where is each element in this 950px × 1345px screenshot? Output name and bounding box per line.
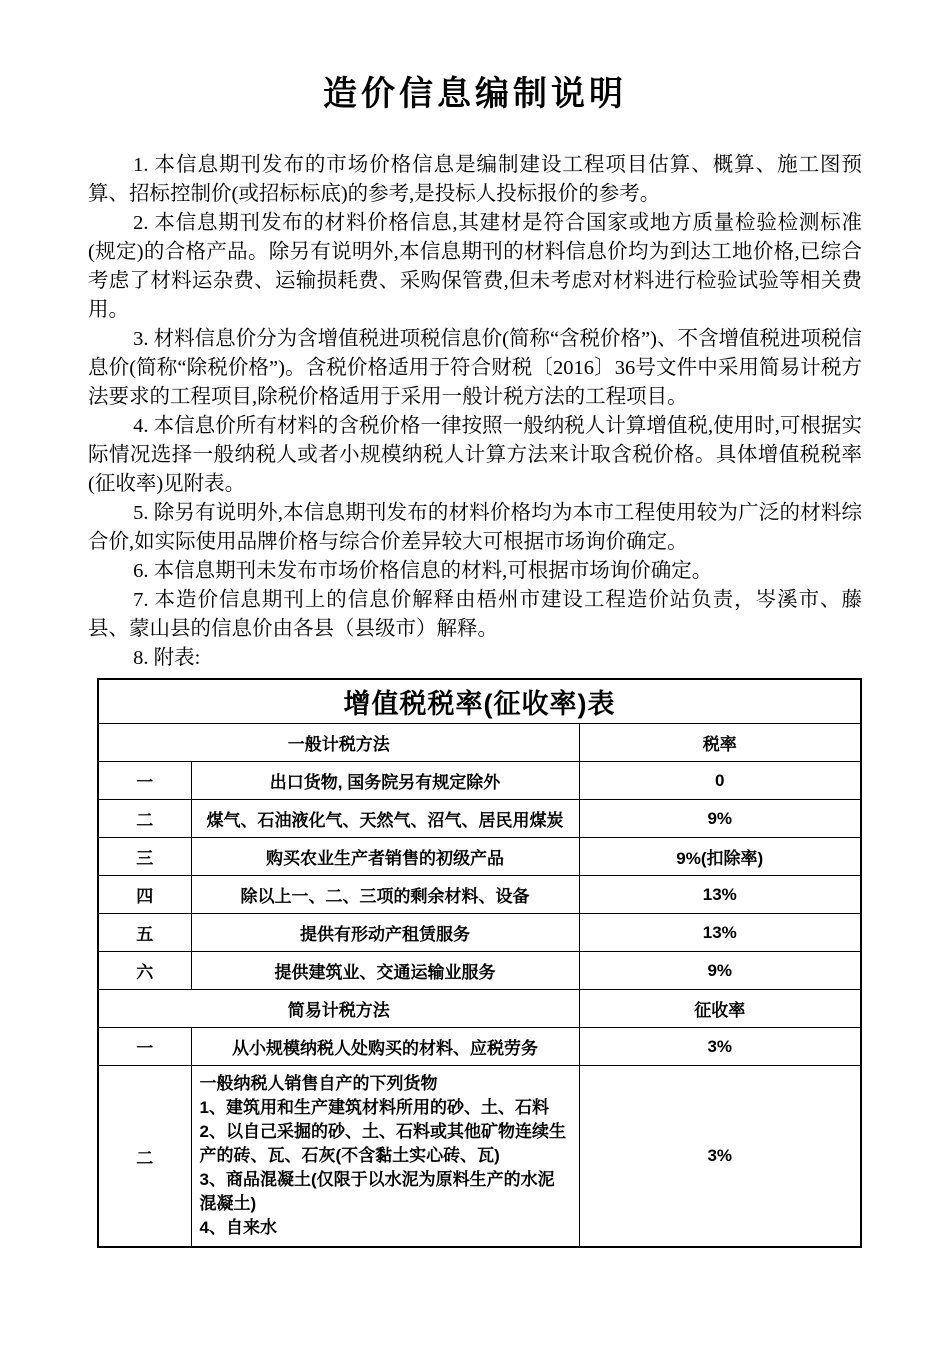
table-row (98, 1066, 861, 1248)
row-rate: 3% (579, 1028, 861, 1066)
row-no: 五 (98, 914, 191, 952)
row-rate: 0 (579, 762, 861, 800)
row-desc: 除以上一、二、三项的剩余材料、设备 (191, 876, 579, 914)
table-title: 增值税税率(征收率)表 (98, 679, 861, 724)
row-desc: 出口货物, 国务院另有规定除外 (191, 762, 579, 800)
paragraph-7: 7. 本造价信息期刊上的信息价解释由梧州市建设工程造价站负责，岑溪市、藤县、蒙山县的信息价由各县（县级市）解释。 (88, 589, 862, 640)
row-desc: 提供建筑业、交通运输业服务 (191, 952, 579, 990)
row-rate: 9%(扣除率) (579, 838, 861, 876)
row-desc: 提供有形动产租赁服务 (191, 914, 579, 952)
row-rate: 9% (579, 800, 861, 838)
general-method-label: 一般计税方法 (98, 724, 579, 762)
vat-rate-table (97, 678, 862, 1248)
row-desc: 煤气、石油液化气、天然气、沼气、居民用煤炭 (191, 800, 579, 838)
desc-line: 1、建筑用和生产建筑材料所用的砂、土、石料 (199, 1098, 549, 1117)
row-rate: 13% (579, 876, 861, 914)
row-desc: 购买农业生产者销售的初级产品 (191, 838, 579, 876)
paragraph-6: 6. 本信息期刊未发布市场价格信息的材料,可根据市场询价确定。 (133, 560, 713, 582)
document-title: 造价信息编制说明 (323, 75, 627, 113)
table-row (98, 1028, 861, 1066)
row-no: 二 (98, 800, 191, 838)
table-row (98, 762, 861, 800)
paragraph-4: 4. 本信息价所有材料的含税价格一律按照一般纳税人计算增值税,使用时,可根据实际情况选择一般纳税人或者小规模纳税人计算方法来计取含税价格。具体增值税税率(征收率)见附表。 (88, 415, 862, 495)
paragraph-3: 3. 材料信息价分为含增值税进项税信息价(简称“含税价格”)、不含增值税进项税信息价(简称“除税价格”)。含税价格适用于符合财税〔2016〕36号文件中采用简易计税方法要求的工程项目,除税价格适用于采用一般计税方法的工程项目。 (88, 328, 862, 408)
tax-rate-column-header: 税率 (579, 724, 861, 762)
document-body (88, 151, 862, 673)
desc-line: 一般纳税人销售自产的下列货物 (199, 1074, 438, 1093)
general-method-header-row (98, 724, 861, 762)
simple-method-header-row (98, 990, 861, 1028)
simple-method-label: 简易计税方法 (98, 990, 579, 1028)
row-no: 二 (98, 1066, 191, 1248)
row-no: 一 (98, 762, 191, 800)
table-row (98, 838, 861, 876)
row-desc (191, 1066, 579, 1248)
desc-line: 4、自来水 (199, 1218, 277, 1237)
row-no: 四 (98, 876, 191, 914)
paragraph-1: 1. 本信息期刊发布的市场价格信息是编制建设工程项目估算、概算、施工图预算、招标控制价(或招标标底)的参考,是投标人投标报价的参考。 (88, 154, 862, 205)
row-rate: 13% (579, 914, 861, 952)
table-row (98, 914, 861, 952)
row-no: 一 (98, 1028, 191, 1066)
row-no: 六 (98, 952, 191, 990)
paragraph-8: 8. 附表: (133, 647, 201, 669)
table-title-row (98, 679, 861, 724)
row-desc: 从小规模纳税人处购买的材料、应税劳务 (191, 1028, 579, 1066)
row-no: 三 (98, 838, 191, 876)
table-row (98, 952, 861, 990)
desc-line: 3、商品混凝土(仅限于以水泥为原料生产的水泥混凝土) (199, 1170, 555, 1213)
table-row (98, 876, 861, 914)
paragraph-2: 2. 本信息期刊发布的材料价格信息,其建材是符合国家或地方质量检验检测标准(规定)的合格产品。除另有说明外,本信息期刊的材料信息价均为到达工地价格,已综合考虑了材料运杂费、运输损耗费、采购保管费,但未考虑对材料进行检验试验等相关费用。 (88, 212, 862, 321)
table-row (98, 800, 861, 838)
paragraph-5: 5. 除另有说明外,本信息期刊发布的材料价格均为本市工程使用较为广泛的材料综合价,如实际使用品牌价格与综合价差异较大可根据市场询价确定。 (88, 502, 862, 553)
row-rate: 9% (579, 952, 861, 990)
levy-rate-column-header: 征收率 (579, 990, 861, 1028)
desc-line: 2、以自己采掘的砂、土、石料或其他矿物连续生产的砖、瓦、石灰(不含黏土实心砖、瓦) (199, 1122, 566, 1165)
row-rate: 3% (579, 1066, 861, 1248)
